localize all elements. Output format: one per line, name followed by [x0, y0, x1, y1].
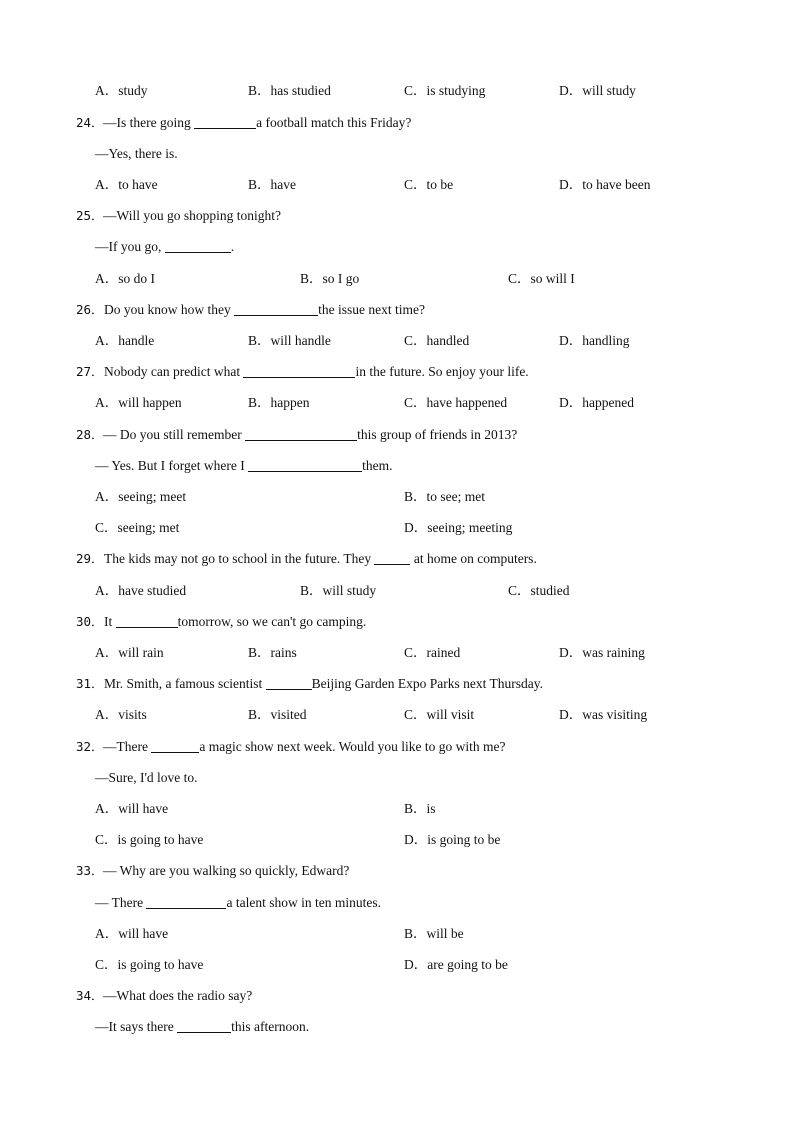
- question-number: 25．: [76, 208, 104, 223]
- question-number: 28．: [76, 427, 104, 442]
- answer-blank: [266, 675, 312, 690]
- q26-option-b[interactable]: B．will handle: [248, 333, 331, 348]
- q29-option-b[interactable]: B．will study: [300, 583, 377, 598]
- q34-stem-text: —What does the radio say?: [103, 988, 253, 1003]
- q26-options-row: [0, 331, 794, 351]
- q23-options-row: [0, 81, 794, 101]
- q24-stem-after: a football match this Friday?: [256, 115, 412, 130]
- q24-option-c[interactable]: C．to be: [404, 177, 454, 192]
- q30-stem: [0, 612, 794, 632]
- q28-option-c[interactable]: C．seeing; met: [95, 520, 180, 535]
- q30-option-b[interactable]: B．rains: [248, 645, 297, 660]
- q28-reply-before: — Yes. But I forget where I: [95, 458, 249, 473]
- q25-reply-after: .: [230, 239, 235, 254]
- answer-blank: [151, 738, 199, 753]
- q32-option-b[interactable]: B．is: [404, 801, 436, 816]
- q26-stem-before: Do you know how they: [104, 302, 235, 317]
- q32-stem-before: —There: [103, 739, 152, 754]
- q32-reply: [0, 768, 794, 788]
- q26-stem-after: the issue next time?: [318, 302, 425, 317]
- q27-options-row: [0, 393, 794, 413]
- q28-options-row-2: [0, 518, 794, 538]
- q29-stem-before: The kids may not go to school in the future. They: [104, 551, 375, 566]
- q24-stem: [0, 113, 794, 133]
- q32-reply-text: —Sure, I'd love to.: [95, 770, 198, 785]
- q24-option-b[interactable]: B．have: [248, 177, 296, 192]
- q25-stem-text: —Will you go shopping tonight?: [103, 208, 281, 223]
- q25-options-row: [0, 269, 794, 289]
- question-number: 27．: [76, 364, 104, 379]
- q32-option-d[interactable]: D．is going to be: [404, 832, 501, 847]
- q25-option-b[interactable]: B．so I go: [300, 271, 360, 286]
- q30-stem-after: tomorrow, so we can't go camping.: [177, 614, 367, 629]
- q25-option-c[interactable]: C．so will I: [508, 271, 575, 286]
- q23-option-c[interactable]: C．is studying: [404, 83, 486, 98]
- q28-option-d[interactable]: D．seeing; meeting: [404, 520, 513, 535]
- q30-option-c[interactable]: C．rained: [404, 645, 461, 660]
- q24-reply-text: —Yes, there is.: [95, 146, 178, 161]
- q34-reply-before: —It says there: [95, 1019, 178, 1034]
- q33-option-d[interactable]: D．are going to be: [404, 957, 508, 972]
- answer-blank: [194, 114, 256, 129]
- q27-stem-after: in the future. So enjoy your life.: [355, 364, 529, 379]
- q34-reply-after: this afternoon.: [231, 1019, 310, 1034]
- question-number: 33．: [76, 863, 104, 878]
- answer-blank: [165, 238, 231, 253]
- q32-option-c[interactable]: C．is going to have: [95, 832, 204, 847]
- q29-stem: [0, 549, 794, 569]
- q24-reply: [0, 144, 794, 164]
- q32-stem: [0, 737, 794, 757]
- q26-option-a[interactable]: A．handle: [95, 333, 155, 348]
- q28-option-b[interactable]: B．to see; met: [404, 489, 485, 504]
- q29-options-row: [0, 581, 794, 601]
- question-number: 32．: [76, 739, 104, 754]
- q32-options-row-1: [0, 799, 794, 819]
- q27-option-b[interactable]: B．happen: [248, 395, 310, 410]
- q25-option-a[interactable]: A．so do I: [95, 271, 155, 286]
- q29-option-a[interactable]: A．have studied: [95, 583, 187, 598]
- q33-option-c[interactable]: C．is going to have: [95, 957, 204, 972]
- q29-option-c[interactable]: C．studied: [508, 583, 570, 598]
- q26-stem: [0, 300, 794, 320]
- q33-reply-before: — There: [95, 895, 147, 910]
- q31-stem-after: Beijing Garden Expo Parks next Thursday.: [311, 676, 543, 691]
- q33-option-a[interactable]: A．will have: [95, 926, 169, 941]
- q24-stem-before: —Is there going: [103, 115, 195, 130]
- q33-option-b[interactable]: B．will be: [404, 926, 464, 941]
- q25-stem: [0, 206, 794, 226]
- q30-stem-before: It: [104, 614, 116, 629]
- q24-option-d[interactable]: D．to have been: [559, 177, 651, 192]
- q27-stem-before: Nobody can predict what: [104, 364, 244, 379]
- q24-options-row: [0, 175, 794, 195]
- q32-options-row-2: [0, 830, 794, 850]
- answer-blank: [116, 613, 178, 628]
- q25-reply: [0, 237, 794, 257]
- q31-option-c[interactable]: C．will visit: [404, 707, 475, 722]
- answer-blank: [177, 1018, 231, 1033]
- question-number: 30．: [76, 614, 104, 629]
- answer-blank: [243, 363, 355, 378]
- q28-stem-before: — Do you still remember: [103, 427, 246, 442]
- q31-stem: [0, 674, 794, 694]
- q30-options-row: [0, 643, 794, 663]
- question-number: 29．: [76, 551, 104, 566]
- q29-stem-after: at home on computers.: [410, 551, 537, 566]
- q33-options-row-1: [0, 924, 794, 944]
- q26-option-d[interactable]: D．handling: [559, 333, 630, 348]
- q33-options-row-2: [0, 955, 794, 975]
- q33-stem-text: — Why are you walking so quickly, Edward?: [103, 863, 350, 878]
- question-number: 31．: [76, 676, 104, 691]
- q23-option-d[interactable]: D．will study: [559, 83, 636, 98]
- answer-blank: [374, 550, 410, 565]
- q33-reply: [0, 893, 794, 913]
- q26-option-c[interactable]: C．handled: [404, 333, 470, 348]
- q32-option-a[interactable]: A．will have: [95, 801, 169, 816]
- q28-reply-after: them.: [362, 458, 393, 473]
- q34-reply: [0, 1017, 794, 1037]
- answer-blank: [146, 894, 226, 909]
- q27-option-c[interactable]: C．have happened: [404, 395, 508, 410]
- q32-stem-after: a magic show next week. Would you like to go with me?: [199, 739, 506, 754]
- question-number: 26．: [76, 302, 104, 317]
- answer-blank: [245, 426, 357, 441]
- q34-stem: [0, 986, 794, 1006]
- q28-reply: [0, 456, 794, 476]
- q27-stem: [0, 362, 794, 382]
- q25-reply-before: —If you go,: [95, 239, 165, 254]
- answer-blank: [248, 457, 362, 472]
- q31-option-b[interactable]: B．visited: [248, 707, 307, 722]
- q31-option-a[interactable]: A．visits: [95, 707, 147, 722]
- q23-option-b[interactable]: B．has studied: [248, 83, 331, 98]
- q28-option-a[interactable]: A．seeing; meet: [95, 489, 187, 504]
- q28-options-row-1: [0, 487, 794, 507]
- q31-option-d[interactable]: D．was visiting: [559, 707, 648, 722]
- q30-option-a[interactable]: A．will rain: [95, 645, 164, 660]
- q33-reply-after: a talent show in ten minutes.: [226, 895, 381, 910]
- q27-option-a[interactable]: A．will happen: [95, 395, 182, 410]
- q27-option-d[interactable]: D．happened: [559, 395, 634, 410]
- q31-stem-before: Mr. Smith, a famous scientist: [104, 676, 266, 691]
- q24-option-a[interactable]: A．to have: [95, 177, 158, 192]
- question-number: 34．: [76, 988, 104, 1003]
- q28-stem-after: this group of friends in 2013?: [357, 427, 518, 442]
- q23-option-a[interactable]: A．study: [95, 83, 148, 98]
- q33-stem: [0, 861, 794, 881]
- question-number: 24．: [76, 115, 104, 130]
- q28-stem: [0, 425, 794, 445]
- answer-blank: [234, 301, 318, 316]
- q30-option-d[interactable]: D．was raining: [559, 645, 645, 660]
- q31-options-row: [0, 705, 794, 725]
